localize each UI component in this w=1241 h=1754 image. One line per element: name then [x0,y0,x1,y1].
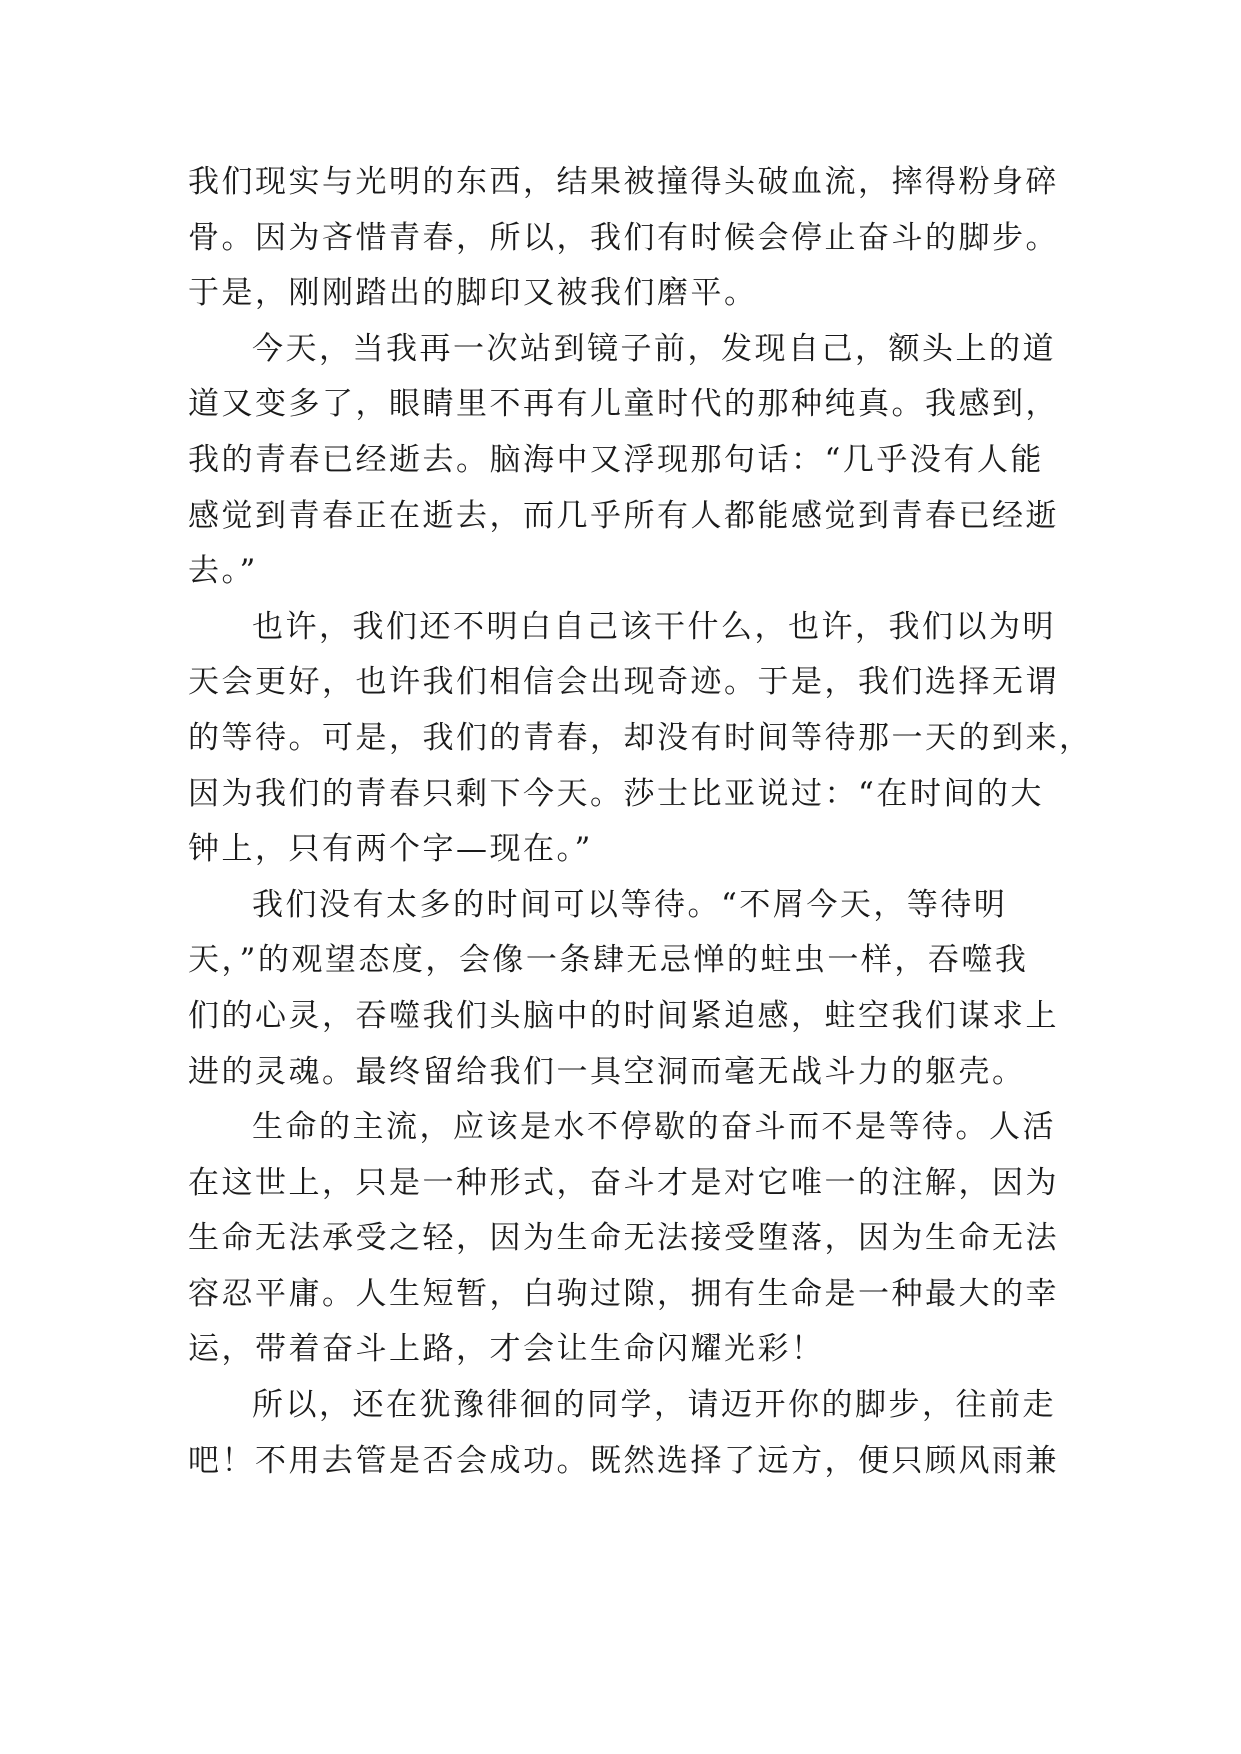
text-line: 生命无法承受之轻，因为生命无法接受堕落，因为生命无法 [188,1220,1059,1257]
body-text [188,155,1093,1489]
text-line: 进的灵魂。最终留给我们一具空洞而毫无战斗力的躯壳。 [188,1053,1026,1090]
text-line: 吧！不用去管是否会成功。既然选择了远方，便只顾风雨兼 [188,1442,1059,1479]
paragraph-first-line: 我们没有太多的时间可以等待。“不屑今天，等待明 [252,886,1008,923]
text-line: 运，带着奋斗上路，才会让生命闪耀光彩！ [188,1331,825,1368]
text-line: 因为我们的青春只剩下今天。莎士比亚说过：“在时间的大 [188,775,1044,812]
text-line: 道又变多了，眼睛里不再有儿童时代的那种纯真。我感到， [188,386,1059,423]
text-line: 感觉到青春正在逝去，而几乎所有人都能感觉到青春已经逝 [188,497,1059,534]
text-line: 于是，刚刚踏出的脚印又被我们磨平。 [188,275,758,312]
text-line: 的等待。可是，我们的青春，却没有时间等待那一天的到来， [188,719,1093,756]
text-line: 骨。因为吝惜青春，所以，我们有时候会停止奋斗的脚步。 [188,219,1059,256]
paragraph-first-line: 今天，当我再一次站到镜子前，发现自己，额头上的道 [252,330,1056,367]
paragraph-first-line: 生命的主流，应该是水不停歇的奋斗而不是等待。人活 [252,1109,1056,1146]
text-line: 我的青春已经逝去。脑海中又浮现那句话：“几乎没有人能 [188,441,1044,478]
text-line: 去。” [188,553,258,590]
text-line: 容忍平庸。人生短暂，白驹过隙，拥有生命是一种最大的幸 [188,1275,1059,1312]
text-line: 天会更好，也许我们相信会出现奇迹。于是，我们选择无谓 [188,664,1059,701]
text-line: 钟上，只有两个字—现在。” [188,831,593,868]
text-line: 我们现实与光明的东西，结果被撞得头破血流，摔得粉身碎 [188,164,1059,200]
text-line: 天，”的观望态度，会像一条肆无忌惮的蛀虫一样，吞噬我 [188,942,1029,979]
paragraph-first-line: 所以，还在犹豫徘徊的同学，请迈开你的脚步，往前走 [252,1387,1056,1424]
paragraph-first-line: 也许，我们还不明白自己该干什么，也许，我们以为明 [252,608,1056,645]
text-line: 们的心灵，吞噬我们头脑中的时间紧迫感，蛀空我们谋求上 [188,997,1059,1034]
text-line: 在这世上，只是一种形式，奋斗才是对它唯一的注解，因为 [188,1164,1059,1201]
